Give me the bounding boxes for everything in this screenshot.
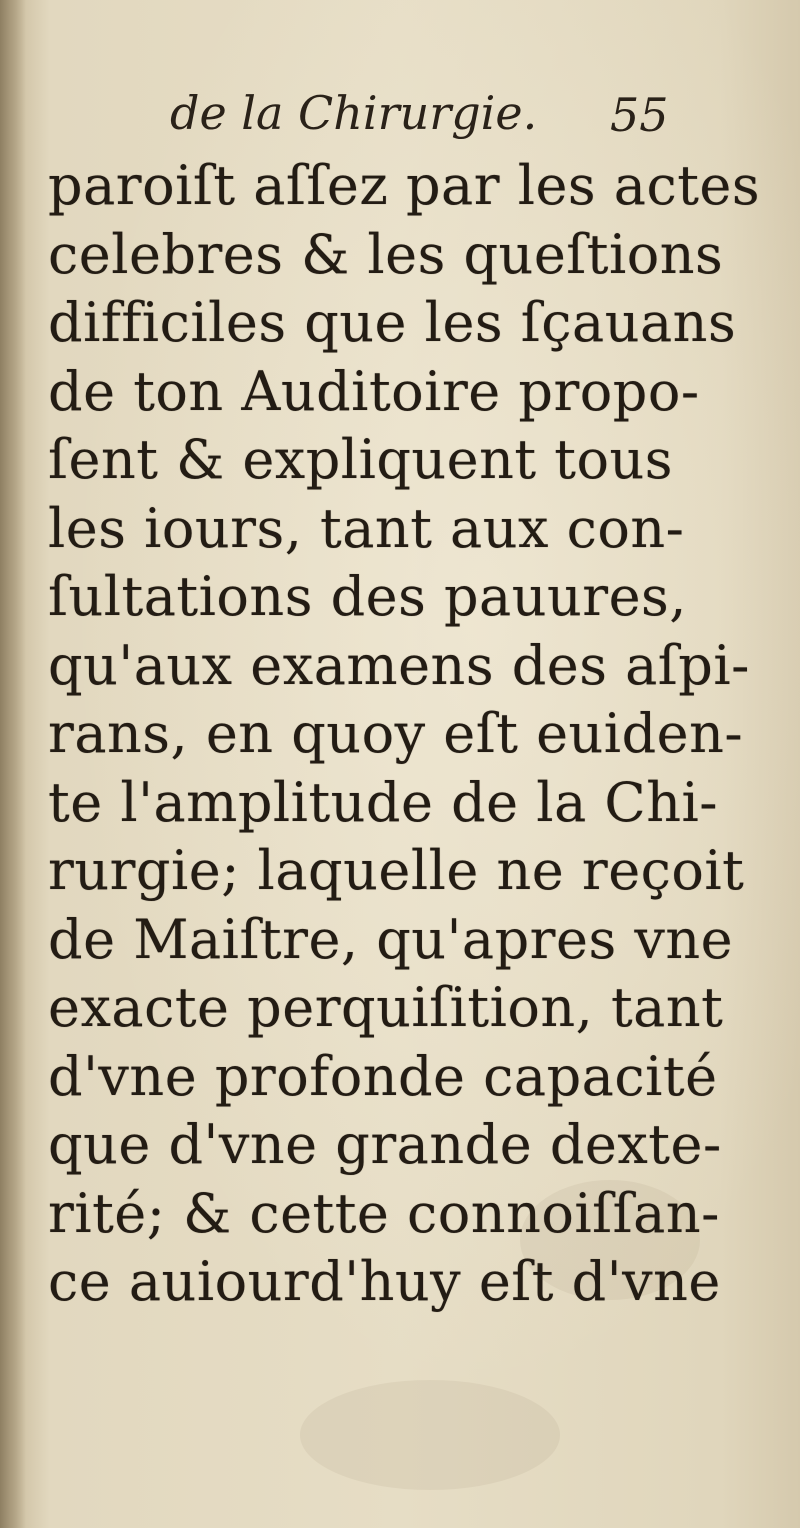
binding-gutter [0,0,26,1528]
body-text [48,152,761,1317]
text-line: te l'amplitude de la Chi- [48,770,719,834]
text-line: de Maiſtre, qu'apres vne [48,907,734,971]
page-header [170,86,690,146]
text-line: difficiles que les ſçauans [48,291,737,354]
text-line: rurgie; laquelle ne reçoit [48,839,745,902]
running-title: de la Chirurgie. [170,86,538,140]
text-line: rité; & cette connoiſſan- [48,1181,720,1245]
text-line: de ton Auditoire propo- [48,359,700,423]
page-number: 55 [610,88,669,142]
text-line: ce auiourd'huy eſt d'vne [48,1250,721,1313]
text-line: celebres & les queſtions [48,222,724,286]
text-line: que d'vne grande dexte- [48,1113,722,1176]
text-line: paroiſt aſſez par les actes [48,154,761,217]
text-line: ſultations des pauures, [48,565,687,628]
text-line: les iours, tant aux con- [48,496,685,560]
text-line: d'vne profonde capacité [48,1044,718,1108]
text-line: exacte perquiſition, tant [48,976,724,1039]
paper-stain [300,1380,560,1490]
text-line: ſent & expliquent tous [48,428,673,491]
text-line: rans, en quoy eſt euiden- [48,702,744,765]
text-line: qu'aux examens des aſpi- [48,633,750,697]
